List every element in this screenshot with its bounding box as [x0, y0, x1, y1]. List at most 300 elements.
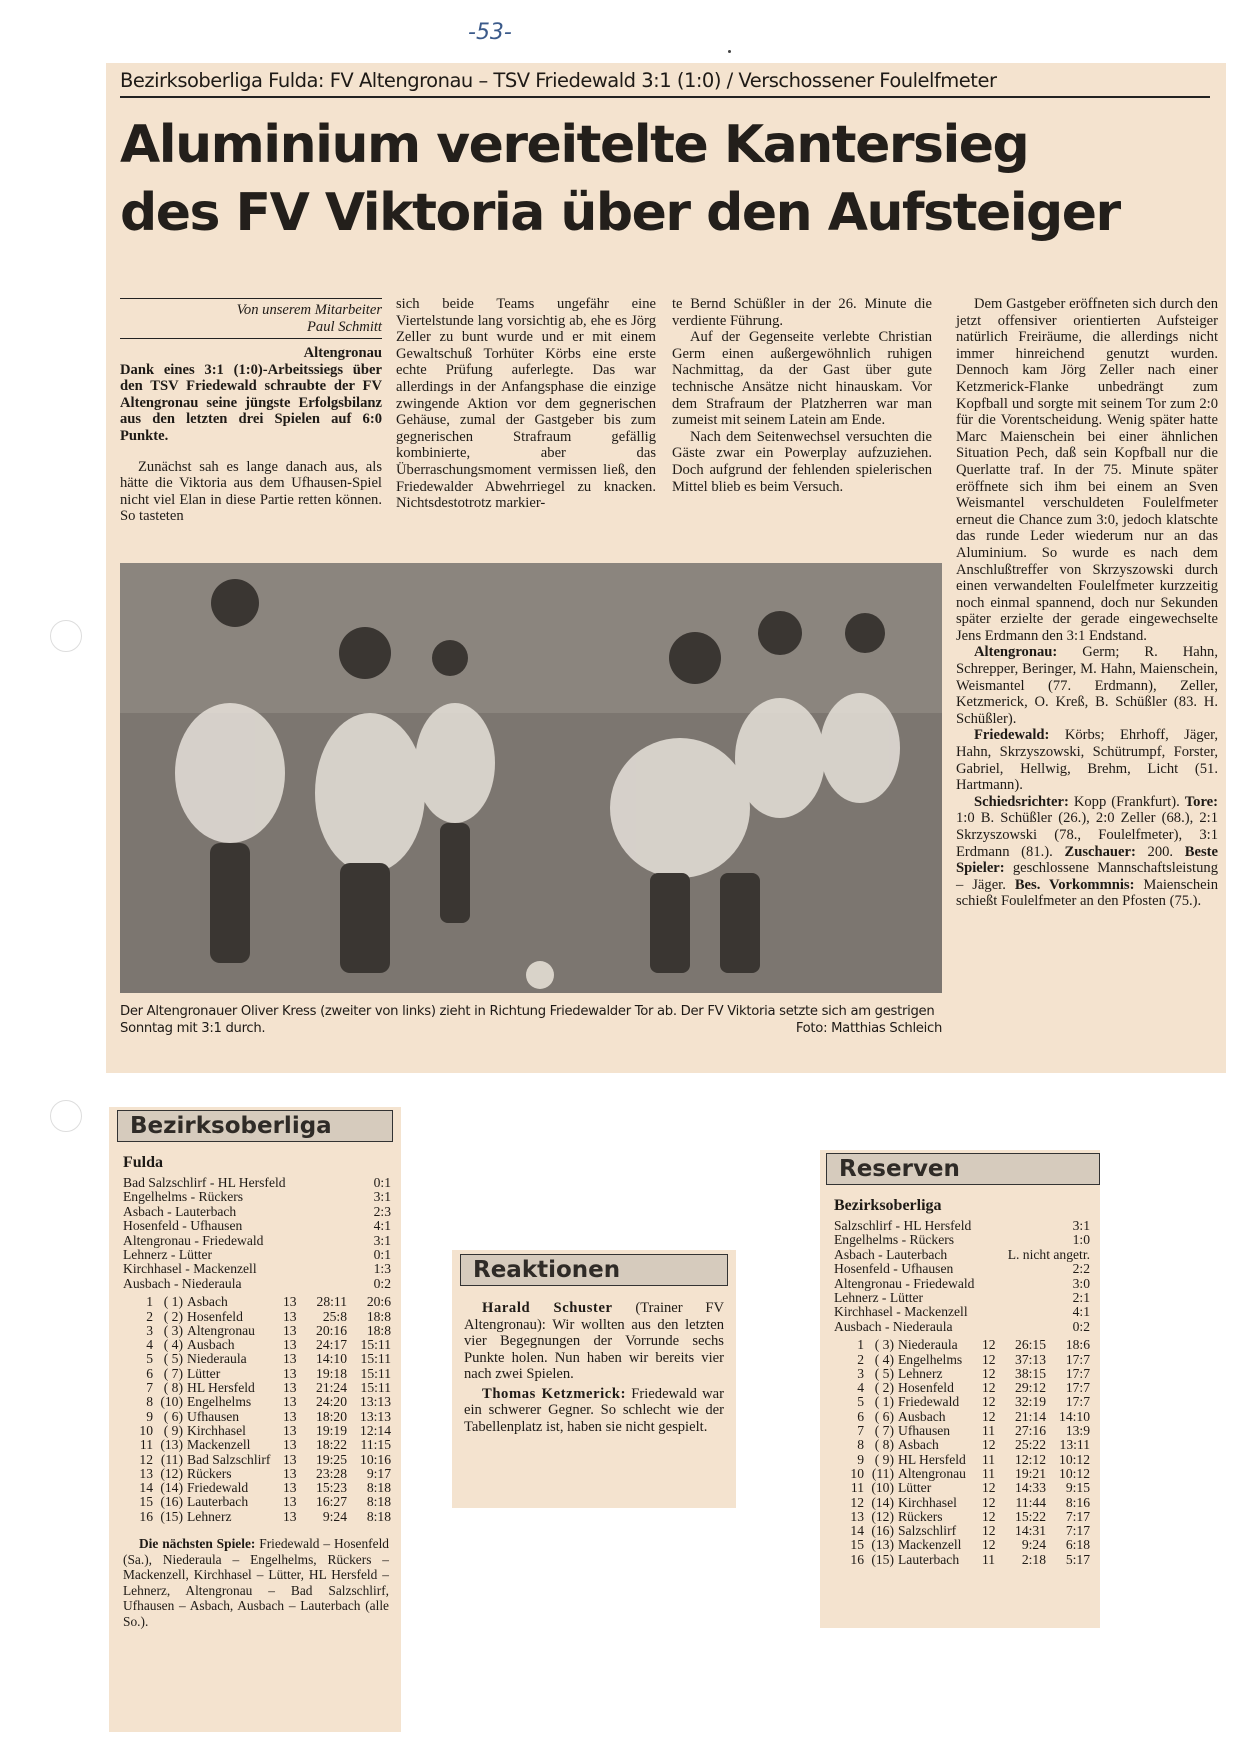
- team-name: Lütter: [898, 1480, 932, 1496]
- previous-rank: ( 7): [163, 1365, 183, 1381]
- standings-row: [834, 1438, 1090, 1452]
- points: 8:18: [366, 1480, 391, 1496]
- quote-text: Friedewald war ein schwerer Gegner. So schlecht wie der Tabellenplatz ist, haben sie nicht gespielt.: [464, 1385, 724, 1435]
- rank: 5: [146, 1351, 153, 1367]
- reserves-table-box: [820, 1150, 1100, 1628]
- quote-text: (Trainer FV Altengronau): Wir wollten aus den letzten vier Begegnungen der Vorrunde sechs Punkte holen. Nun haben wir bereits vier nach zwei Spielen.: [464, 1300, 724, 1382]
- points: 15:11: [360, 1337, 391, 1353]
- games-played: 13: [283, 1437, 297, 1453]
- points: 15:11: [360, 1351, 391, 1367]
- team-name: Asbach: [187, 1294, 228, 1310]
- games-played: 12: [982, 1494, 996, 1510]
- rank: 1: [857, 1337, 864, 1353]
- next-games-text: Friedewald – Hosenfeld (Sa.), Niederaula – Engelhelms, Rückers – Mackenzell, Kirchhasel – Lütter, HL Hersfeld – Lehnerz, Altengronau – Bad Salzschlirf, Ufhausen – Asbach, Ausbach – Lauterbach (alle So.).: [123, 1536, 389, 1629]
- team-name: Ausbach: [187, 1337, 235, 1353]
- team-name: Kirchhasel: [187, 1422, 246, 1438]
- goal-difference: 19:19: [316, 1422, 347, 1438]
- standings-row: [834, 1367, 1090, 1381]
- points: 10:16: [360, 1451, 391, 1467]
- goal-difference: 15:22: [1015, 1508, 1046, 1524]
- previous-rank: (14): [160, 1480, 183, 1496]
- goal-difference: 19:21: [1015, 1465, 1046, 1481]
- team-name: Altengronau: [187, 1322, 255, 1338]
- points: 17:7: [1065, 1365, 1090, 1381]
- games-played: 11: [982, 1465, 996, 1481]
- previous-rank: (16): [871, 1523, 894, 1539]
- points: 18:8: [366, 1308, 391, 1324]
- standings-row: [834, 1381, 1090, 1395]
- standings-row: [123, 1352, 391, 1366]
- standings-row: [123, 1295, 391, 1309]
- reactions-box: [452, 1250, 736, 1508]
- photo-credit: Foto: Matthias Schleich: [795, 1021, 942, 1036]
- rank: 4: [857, 1380, 864, 1396]
- previous-rank: (14): [871, 1494, 894, 1510]
- standings-row: [834, 1395, 1090, 1409]
- team-name: HL Hersfeld: [187, 1380, 255, 1396]
- article-column-3: [672, 296, 932, 495]
- team-name: Engelhelms: [898, 1351, 963, 1367]
- team-name: Ausbach: [898, 1408, 946, 1424]
- goal-difference: 25:8: [322, 1308, 347, 1324]
- goal-difference: 11:44: [1015, 1494, 1046, 1510]
- rank: 1: [146, 1294, 153, 1310]
- games-played: 12: [982, 1523, 996, 1539]
- result-match: Salzschlirf - HL Hersfeld: [834, 1218, 972, 1233]
- result-row: [123, 1234, 391, 1248]
- team-name: Lütter: [187, 1365, 221, 1381]
- points: 5:17: [1065, 1551, 1090, 1567]
- result-match: Hosenfeld - Ufhausen: [834, 1261, 954, 1277]
- dateline: Altengronau: [303, 345, 382, 361]
- goal-difference: 24:17: [316, 1337, 347, 1353]
- goal-difference: 14:33: [1015, 1480, 1046, 1496]
- results-list: [834, 1219, 1090, 1334]
- lineup-away-players: Körbs; Ehrhoff, Jäger, Hahn, Skrzyszowski, Schütrumpf, Forster, Gabriel, Hellwig, Brehm, Licht (51. Hartmann).: [956, 727, 1218, 794]
- result-row: [834, 1248, 1090, 1262]
- quote-speaker: Harald Schuster: [482, 1300, 613, 1316]
- match-photo: [120, 563, 942, 993]
- goal-difference: 9:24: [1021, 1537, 1046, 1553]
- previous-rank: (16): [160, 1494, 183, 1510]
- points: 18:8: [366, 1322, 391, 1338]
- games-played: 13: [283, 1380, 297, 1396]
- goal-difference: 2:18: [1021, 1551, 1046, 1567]
- goal-difference: 18:22: [316, 1437, 347, 1453]
- quote: [464, 1300, 724, 1383]
- previous-rank: (12): [160, 1465, 183, 1481]
- caption-text: Der Altengronauer Oliver Kress (zweiter von links) zieht in Richtung Friedewalder Tor ab. Der FV Viktoria setzte sich am gestrigen Sonntag mit 3:1 durch.: [120, 1004, 935, 1036]
- goal-difference: 14:31: [1015, 1523, 1046, 1539]
- result-score: 1:0: [1072, 1232, 1090, 1248]
- paragraph: sich beide Teams ungefähr eine Viertelstunde lang vorsichtig ab, ehe es Jörg Zeller zu bunt wurde und er mit einem Gewaltschuß Torhüter Körbs eine erste echte Prüfung auferlegte. Das war allerdings in der Anfangsphase die einzige zwingende Aktion vor dem gegnerischen Gehäuse, zumal der Gastgeber bis zum gegnerischen Strafraum gefällig kombinierte, aber das Überraschungsmoment vermissen ließ, den Friedewalder Abwehrriegel zu knacken. Nichtsdestotrotz markier-: [396, 296, 656, 512]
- previous-rank: ( 4): [163, 1337, 183, 1353]
- article-column-1: [120, 298, 382, 525]
- standings-row: [834, 1467, 1090, 1481]
- goal-difference: 14:10: [316, 1351, 347, 1367]
- games-played: 13: [283, 1408, 297, 1424]
- result-score: 4:1: [373, 1218, 391, 1234]
- goal-difference: 37:13: [1015, 1351, 1046, 1367]
- rank: 5: [857, 1394, 864, 1410]
- standings-row: [123, 1381, 391, 1395]
- goal-difference: 21:24: [316, 1380, 347, 1396]
- goal-difference: 27:16: [1015, 1423, 1046, 1439]
- standings-row: [834, 1496, 1090, 1510]
- result-score: 3:0: [1072, 1275, 1090, 1291]
- previous-rank: (10): [871, 1480, 894, 1496]
- games-played: 13: [283, 1351, 297, 1367]
- games-played: 11: [982, 1423, 996, 1439]
- rank: 13: [850, 1508, 864, 1524]
- goal-difference: 19:25: [316, 1451, 347, 1467]
- match-facts: [956, 794, 1218, 910]
- previous-rank: (11): [871, 1465, 894, 1481]
- rank: 15: [139, 1494, 153, 1510]
- result-row: [123, 1205, 391, 1219]
- result-match: Kirchhasel - Mackenzell: [834, 1304, 968, 1320]
- points: 10:12: [1059, 1451, 1090, 1467]
- goal-difference: 28:11: [316, 1294, 347, 1310]
- standings-row: [834, 1524, 1090, 1538]
- standings-row: [123, 1481, 391, 1495]
- paragraph: Zunächst sah es lange danach aus, als hätte die Viktoria aus dem Ufhausen-Spiel nicht viel Elan in diese Partie retten können. So tasteten: [120, 458, 382, 525]
- previous-rank: ( 5): [163, 1351, 183, 1367]
- rank: 9: [146, 1408, 153, 1424]
- team-name: Lauterbach: [898, 1551, 960, 1567]
- standings-row: [834, 1353, 1090, 1367]
- standings-row: [834, 1453, 1090, 1467]
- standings-row: [834, 1338, 1090, 1352]
- result-score: 3:1: [373, 1232, 391, 1248]
- games-played: 13: [283, 1422, 297, 1438]
- result-row: [834, 1233, 1090, 1247]
- previous-rank: ( 8): [874, 1437, 894, 1453]
- byline-role: Von unserem Mitarbeiter: [236, 302, 382, 318]
- previous-rank: (15): [871, 1551, 894, 1567]
- rank: 9: [857, 1451, 864, 1467]
- punch-hole: [50, 620, 82, 652]
- league-name: Bezirksoberliga: [834, 1197, 942, 1214]
- points: 15:11: [360, 1380, 391, 1396]
- standings-row: [123, 1467, 391, 1481]
- result-row: [834, 1277, 1090, 1291]
- referee: Kopp (Frankfurt).: [1073, 793, 1180, 810]
- result-row: [834, 1262, 1090, 1276]
- games-played: 12: [982, 1337, 996, 1353]
- team-name: Ufhausen: [898, 1423, 951, 1439]
- standings-table: [834, 1338, 1090, 1567]
- article-column-2: [396, 296, 656, 512]
- result-match: Bad Salzschlirf - HL Hersfeld: [123, 1175, 286, 1190]
- rank: 2: [146, 1308, 153, 1324]
- points: 20:6: [366, 1294, 391, 1310]
- result-row: [123, 1277, 391, 1291]
- team-name: Lauterbach: [187, 1494, 249, 1510]
- standings-row: [834, 1538, 1090, 1552]
- goal-difference: 9:24: [322, 1508, 347, 1524]
- next-games-label: Die nächsten Spiele:: [139, 1536, 256, 1551]
- article-lead: Dank eines 3:1 (1:0)-Arbeitssiegs über den TSV Friedewald schraubte der FV Altengronau seine jüngste Erfolgsbilanz aus den letzten drei Spielen auf 6:0 Punkte.: [120, 361, 382, 444]
- points: 8:18: [366, 1508, 391, 1524]
- result-match: Asbach - Lauterbach: [834, 1246, 948, 1262]
- team-name: Friedewald: [898, 1394, 960, 1410]
- standings-row: [123, 1495, 391, 1509]
- box-title: Reaktionen: [460, 1254, 728, 1286]
- spectators: 200.: [1147, 843, 1174, 860]
- points: 6:18: [1065, 1537, 1090, 1553]
- result-row: [834, 1219, 1090, 1233]
- standings-row: [123, 1438, 391, 1452]
- quote-speaker: Thomas Ketzmerick:: [482, 1385, 627, 1402]
- previous-rank: ( 9): [163, 1422, 183, 1438]
- result-row: [834, 1305, 1090, 1319]
- result-match: Lehnerz - Lütter: [123, 1247, 213, 1263]
- goal-difference: 29:12: [1015, 1380, 1046, 1396]
- result-match: Altengronau - Friedewald: [834, 1275, 975, 1291]
- result-row: [834, 1291, 1090, 1305]
- team-name: Mackenzell: [898, 1537, 962, 1553]
- team-name: HL Hersfeld: [898, 1451, 966, 1467]
- points: 12:14: [360, 1422, 391, 1438]
- games-played: 13: [283, 1294, 297, 1310]
- quote: [464, 1386, 724, 1436]
- rank: 6: [146, 1365, 153, 1381]
- goal-difference: 12:12: [1015, 1451, 1046, 1467]
- result-score: 0:1: [373, 1175, 391, 1190]
- result-match: Ausbach - Niederaula: [834, 1318, 953, 1334]
- byline-author: Paul Schmitt: [307, 319, 382, 335]
- paragraph: Auf der Gegenseite verlebte Christian Germ einen außergewöhnlich ruhigen Nachmittag, da der Gast über gute technische Ansätze nicht hinauskam. Vor dem Strafraum der Platzherren war man zumeist mit seinem Latein am Ende.: [672, 329, 932, 429]
- result-match: Ausbach - Niederaula: [123, 1275, 242, 1291]
- standings-table: [123, 1295, 391, 1524]
- byline: [120, 298, 382, 339]
- team-name: Hosenfeld: [898, 1380, 954, 1396]
- goal-difference: 16:27: [316, 1494, 347, 1510]
- games-played: 13: [283, 1337, 297, 1353]
- team-name: Niederaula: [898, 1337, 958, 1353]
- points: 9:17: [366, 1465, 391, 1481]
- previous-rank: ( 2): [874, 1380, 894, 1396]
- points: 14:10: [1059, 1408, 1090, 1424]
- photo-caption: [120, 1003, 942, 1037]
- points: 10:12: [1059, 1465, 1090, 1481]
- rank: 15: [850, 1537, 864, 1553]
- rank: 8: [146, 1394, 153, 1410]
- headline-line-2: des FV Viktoria über den Aufsteiger: [120, 183, 1120, 243]
- games-played: 12: [982, 1537, 996, 1553]
- team-name: Ufhausen: [187, 1408, 240, 1424]
- points: 17:7: [1065, 1380, 1090, 1396]
- result-score: 0:2: [373, 1275, 391, 1291]
- incident-label: Bes. Vorkommnis:: [1014, 876, 1135, 893]
- rank: 16: [850, 1551, 864, 1567]
- games-played: 11: [982, 1551, 996, 1567]
- standings-row: [123, 1310, 391, 1324]
- result-row: [123, 1262, 391, 1276]
- best-players: geschlossene Mannschaftsleistung – Jäger.: [956, 860, 1218, 893]
- rank: 4: [146, 1337, 153, 1353]
- previous-rank: ( 5): [874, 1365, 894, 1381]
- team-name: Rückers: [187, 1465, 232, 1481]
- games-played: 11: [982, 1451, 996, 1467]
- result-score: 0:1: [373, 1247, 391, 1263]
- lineup-away: [956, 727, 1218, 793]
- team-name: Rückers: [898, 1508, 943, 1524]
- standings-row: [834, 1510, 1090, 1524]
- league-name: Fulda: [123, 1154, 164, 1171]
- rank: 16: [139, 1508, 153, 1524]
- previous-rank: (12): [871, 1508, 894, 1524]
- goal-difference: 21:14: [1015, 1408, 1046, 1424]
- rank: 3: [857, 1365, 864, 1381]
- goal-difference: 23:28: [316, 1465, 347, 1481]
- result-score: 1:3: [373, 1261, 391, 1277]
- standings-row: [123, 1410, 391, 1424]
- result-score: L. nicht angetr.: [1007, 1246, 1090, 1262]
- goal-difference: 32:19: [1015, 1394, 1046, 1410]
- lineup-home: [956, 644, 1218, 727]
- previous-rank: ( 6): [874, 1408, 894, 1424]
- spectators-label: Zuschauer:: [1064, 843, 1136, 860]
- standings-row: [834, 1424, 1090, 1438]
- points: 8:18: [366, 1494, 391, 1510]
- result-match: Hosenfeld - Ufhausen: [123, 1218, 243, 1234]
- result-row: [123, 1219, 391, 1233]
- points: 7:17: [1065, 1523, 1090, 1539]
- previous-rank: (13): [160, 1437, 183, 1453]
- team-name: Lehnerz: [187, 1508, 232, 1524]
- result-score: 4:1: [1072, 1304, 1090, 1320]
- rank: 11: [139, 1437, 153, 1453]
- games-played: 12: [982, 1437, 996, 1453]
- team-name: Engelhelms: [187, 1394, 252, 1410]
- rank: 7: [146, 1380, 153, 1396]
- rank: 14: [139, 1480, 153, 1496]
- team-name: Lehnerz: [898, 1365, 943, 1381]
- best-players-label: Beste Spieler:: [956, 843, 1218, 877]
- result-match: Altengronau - Friedewald: [123, 1232, 264, 1248]
- standings-row: [834, 1553, 1090, 1567]
- standings-row: [123, 1324, 391, 1338]
- points: 11:15: [360, 1437, 391, 1453]
- team-name: Asbach: [898, 1437, 939, 1453]
- goal-difference: 24:20: [316, 1394, 347, 1410]
- team-name: Hosenfeld: [187, 1308, 243, 1324]
- previous-rank: ( 8): [163, 1380, 183, 1396]
- rank: 10: [850, 1465, 864, 1481]
- games-played: 13: [283, 1480, 297, 1496]
- rank: 8: [857, 1437, 864, 1453]
- rank: 2: [857, 1351, 864, 1367]
- rank: 3: [146, 1322, 153, 1338]
- previous-rank: (11): [160, 1451, 183, 1467]
- goal-difference: 19:18: [316, 1365, 347, 1381]
- standings-row: [123, 1510, 391, 1524]
- result-score: 2:1: [1072, 1290, 1090, 1306]
- rank: 10: [139, 1422, 153, 1438]
- box-title: Reserven: [826, 1153, 1100, 1185]
- result-score: 2:3: [373, 1203, 391, 1219]
- previous-rank: ( 6): [163, 1408, 183, 1424]
- lineup-home-label: Altengronau:: [974, 644, 1058, 661]
- result-score: 3:1: [373, 1189, 391, 1205]
- previous-rank: (15): [160, 1508, 183, 1524]
- team-name: Altengronau: [898, 1465, 966, 1481]
- results-list: [123, 1176, 391, 1291]
- result-match: Engelhelms - Rückers: [834, 1232, 955, 1248]
- rank: 6: [857, 1408, 864, 1424]
- rank: 13: [139, 1465, 153, 1481]
- result-score: 0:2: [1072, 1318, 1090, 1334]
- games-played: 13: [283, 1451, 297, 1467]
- games-played: 13: [283, 1394, 297, 1410]
- article-clipping: [106, 63, 1226, 1073]
- points: 18:6: [1065, 1337, 1090, 1353]
- result-score: 3:1: [1072, 1218, 1090, 1233]
- team-name: Niederaula: [187, 1351, 247, 1367]
- team-name: Bad Salzschlirf: [187, 1451, 271, 1467]
- goal-difference: 26:15: [1015, 1337, 1046, 1353]
- box-title: Bezirksoberliga: [117, 1110, 393, 1142]
- games-played: 13: [283, 1365, 297, 1381]
- goal-difference: 15:23: [316, 1480, 347, 1496]
- previous-rank: (13): [871, 1537, 894, 1553]
- team-name: Friedewald: [187, 1480, 249, 1496]
- previous-rank: ( 2): [163, 1308, 183, 1324]
- team-name: Mackenzell: [187, 1437, 251, 1453]
- team-name: Salzschlirf: [898, 1523, 957, 1539]
- previous-rank: ( 1): [163, 1294, 183, 1310]
- points: 13:9: [1065, 1423, 1090, 1439]
- result-match: Kirchhasel - Mackenzell: [123, 1261, 257, 1277]
- result-match: Asbach - Lauterbach: [123, 1203, 237, 1219]
- team-name: Kirchhasel: [898, 1494, 957, 1510]
- standings-row: [123, 1453, 391, 1467]
- standings-row: [834, 1410, 1090, 1424]
- page-number: -53-: [468, 20, 512, 45]
- previous-rank: ( 4): [874, 1351, 894, 1367]
- games-played: 13: [283, 1322, 297, 1338]
- speck: [728, 50, 731, 53]
- lineup-home-players: Germ; R. Hahn, Schrepper, Beringer, M. Hahn, Maienschein, Weismantel (77. Erdmann), Zeller, Ketzmerick, O. Kreß, B. Schüßler (83. H. Schüßler).: [956, 644, 1218, 727]
- rank: 7: [857, 1423, 864, 1439]
- punch-hole: [50, 1100, 82, 1132]
- points: 8:16: [1065, 1494, 1090, 1510]
- points: 9:15: [1065, 1480, 1090, 1496]
- lineup-away-label: Friedewald:: [974, 727, 1050, 744]
- games-played: 12: [982, 1351, 996, 1367]
- games-played: 13: [283, 1308, 297, 1324]
- goal-difference: 38:15: [1015, 1365, 1046, 1381]
- games-played: 12: [982, 1480, 996, 1496]
- games-played: 13: [283, 1508, 297, 1524]
- points: 13:13: [360, 1394, 391, 1410]
- games-played: 13: [283, 1465, 297, 1481]
- goal-difference: 20:16: [316, 1322, 347, 1338]
- paragraph: Nach dem Seitenwechsel versuchten die Gäste zwar ein Powerplay aufzuziehen. Doch aufgrund der fehlenden spielerischen Mittel blieb es beim Versuch.: [672, 428, 932, 495]
- league-table-box: [109, 1107, 401, 1732]
- next-games: [123, 1536, 389, 1630]
- goal-difference: 25:22: [1015, 1437, 1046, 1453]
- games-played: 12: [982, 1408, 996, 1424]
- photo-illustration: [120, 563, 942, 993]
- points: 7:17: [1065, 1508, 1090, 1524]
- paragraph: Dem Gastgeber eröffneten sich durch den jetzt offensiver orientierten Aufsteiger natürlich Freiräume, die allerdings nicht immer hinreichend genutzt wurden. Dennoch kam Jörg Zeller nach einer Ketzmerick-Flanke unbedrängt zum Kopfball und sorgte mit seinem Tor zum 2:0 für die Vorentscheidung. Wenig später hatte Marc Maienschein bei einer ähnlichen Situation Pech, daß sein Kopfball nur die Querlatte traf. In der 75. Minute später eröffnete sich ihm bei einem an Sven Weismantel verschuldeten Foulelfmeter erneut die Chance zum 3:0, jedoch klatschte das runde Leder wiederum nur an das Aluminium. So wurde es nach dem Anschlußtreffer von Skrzyszowski durch einen verwandelten Foulelfmeter kurzzeitig noch einmal spannend, doch nur Sekunden später erzielte der gerade eingewechselte Jens Erdmann den 3:1 Endstand.: [956, 296, 1218, 644]
- standings-row: [123, 1367, 391, 1381]
- article-kicker: Bezirksoberliga Fulda: FV Altengronau – TSV Friedewald 3:1 (1:0) / Verschossener Foulelfmeter: [120, 69, 1210, 98]
- games-played: 12: [982, 1508, 996, 1524]
